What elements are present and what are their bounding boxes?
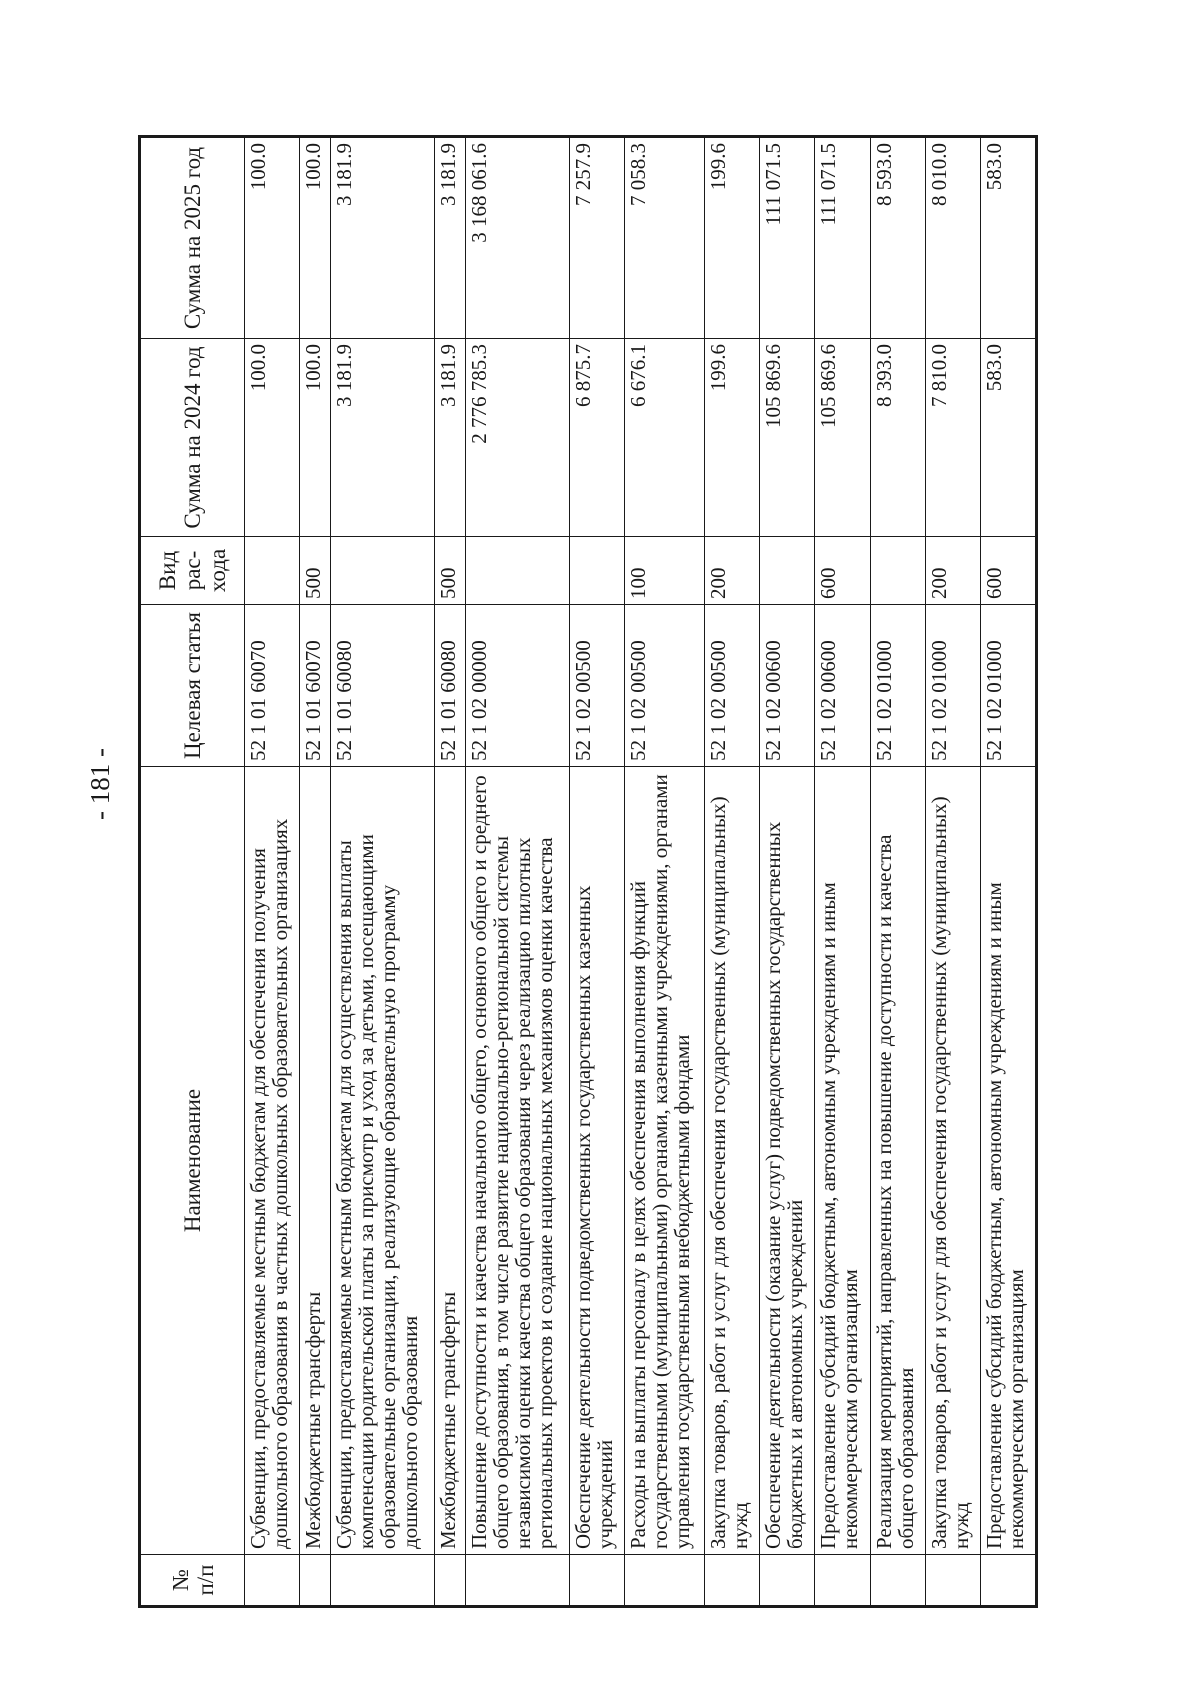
row-kind [245, 537, 300, 605]
row-target: 52 1 02 01000 [925, 605, 980, 767]
row-kind [330, 537, 435, 605]
table-row [300, 137, 330, 1607]
row-no [870, 1555, 925, 1607]
row-kind [465, 537, 570, 605]
row-sum-2024: 2 776 785.3 [465, 339, 570, 537]
row-sum-2024: 6 676.1 [625, 339, 705, 537]
budget-table [138, 135, 1038, 1608]
rotated-table-container [138, 138, 1038, 1608]
row-target: 52 1 02 01000 [870, 605, 925, 767]
row-no [705, 1555, 760, 1607]
row-sum-2025: 100.0 [300, 137, 330, 339]
row-sum-2024: 3 181.9 [330, 339, 435, 537]
row-target: 52 1 01 60070 [300, 605, 330, 767]
row-no [300, 1555, 330, 1607]
row-name: Межбюджетные трансферты [300, 767, 330, 1555]
row-no [760, 1555, 815, 1607]
table-row [870, 137, 925, 1607]
table-row [925, 137, 980, 1607]
row-sum-2024: 199.6 [705, 339, 760, 537]
row-sum-2025: 8 593.0 [870, 137, 925, 339]
row-name: Обеспечение деятельности подведомственных государственных казенных учреждений [570, 767, 625, 1555]
row-no [435, 1555, 465, 1607]
row-kind [870, 537, 925, 605]
row-sum-2025: 3 168 061.6 [465, 137, 570, 339]
header-name: Наименование [140, 767, 245, 1555]
row-sum-2025: 7 257.9 [570, 137, 625, 339]
row-sum-2024: 8 393.0 [870, 339, 925, 537]
table-row [760, 137, 815, 1607]
row-no [245, 1555, 300, 1607]
row-target: 52 1 02 01000 [980, 605, 1036, 767]
row-name: Межбюджетные трансферты [435, 767, 465, 1555]
row-kind [570, 537, 625, 605]
table-row [570, 137, 625, 1607]
row-kind: 100 [625, 537, 705, 605]
row-target: 52 1 02 00500 [705, 605, 760, 767]
row-kind [760, 537, 815, 605]
table-row [465, 137, 570, 1607]
row-kind: 600 [980, 537, 1036, 605]
row-name: Предоставление субсидий бюджетным, автономным учреждениям и иным некоммерческим организациям [980, 767, 1036, 1555]
table-row [980, 137, 1036, 1607]
table-row [435, 137, 465, 1607]
row-target: 52 1 02 00600 [815, 605, 870, 767]
row-name: Закупка товаров, работ и услуг для обеспечения государственных (муниципальных) нужд [705, 767, 760, 1555]
row-no [330, 1555, 435, 1607]
row-sum-2024: 6 875.7 [570, 339, 625, 537]
row-target: 52 1 02 00500 [570, 605, 625, 767]
row-name: Предоставление субсидий бюджетным, автономным учреждениям и иным некоммерческим организациям [815, 767, 870, 1555]
row-sum-2025: 8 010.0 [925, 137, 980, 339]
table-row [330, 137, 435, 1607]
row-name: Обеспечение деятельности (оказание услуг) подведомственных государственных бюджетных и автономных учреждений [760, 767, 815, 1555]
row-sum-2025: 7 058.3 [625, 137, 705, 339]
header-sum-2025: Сумма на 2025 год [140, 137, 245, 339]
row-no [925, 1555, 980, 1607]
row-name: Закупка товаров, работ и услуг для обеспечения государственных (муниципальных) нужд [925, 767, 980, 1555]
row-no [815, 1555, 870, 1607]
row-target: 52 1 01 60080 [435, 605, 465, 767]
header-no: № п/п [140, 1555, 245, 1607]
row-sum-2025: 199.6 [705, 137, 760, 339]
row-sum-2025: 3 181.9 [435, 137, 465, 339]
row-target: 52 1 02 00000 [465, 605, 570, 767]
row-no [465, 1555, 570, 1607]
row-no [980, 1555, 1036, 1607]
row-kind: 500 [435, 537, 465, 605]
row-name: Повышение доступности и качества начального общего, основного общего и среднего общего образования, в том числе развитие национально-региональной системы независимой оценки качества общего образования через реализацию пилотных региональных проектов и создание национальных механизмов оценки качества [465, 767, 570, 1555]
row-sum-2025: 111 071.5 [815, 137, 870, 339]
row-sum-2024: 105 869.6 [815, 339, 870, 537]
row-kind: 600 [815, 537, 870, 605]
row-target: 52 1 01 60070 [245, 605, 300, 767]
row-target: 52 1 02 00600 [760, 605, 815, 767]
table-row [815, 137, 870, 1607]
table-row [705, 137, 760, 1607]
row-kind: 200 [925, 537, 980, 605]
table-row [245, 137, 300, 1607]
row-sum-2024: 100.0 [300, 339, 330, 537]
row-sum-2024: 7 810.0 [925, 339, 980, 537]
row-sum-2025: 583.0 [980, 137, 1036, 339]
page-number: - 181 - [85, 748, 115, 820]
row-no [570, 1555, 625, 1607]
row-name: Субвенции, предоставляемые местным бюджетам для осуществления выплаты компенсации родительской платы за присмотр и уход за детьми, посещающими образовательные организации, реализующие образовательную программу дошкольного образования [330, 767, 435, 1555]
row-sum-2025: 111 071.5 [760, 137, 815, 339]
row-sum-2024: 105 869.6 [760, 339, 815, 537]
row-kind: 500 [300, 537, 330, 605]
table-header-row [140, 137, 245, 1607]
row-sum-2024: 583.0 [980, 339, 1036, 537]
row-sum-2024: 3 181.9 [435, 339, 465, 537]
header-sum-2024: Сумма на 2024 год [140, 339, 245, 537]
row-name: Расходы на выплаты персоналу в целях обеспечения выполнения функций государственными (муниципальными) органами, казенными учреждениями, органами управления государственными внебюджетными фондами [625, 767, 705, 1555]
table-row [625, 137, 705, 1607]
row-kind: 200 [705, 537, 760, 605]
row-sum-2024: 100.0 [245, 339, 300, 537]
row-name: Реализация мероприятий, направленных на повышение доступности и качества общего образования [870, 767, 925, 1555]
row-target: 52 1 02 00500 [625, 605, 705, 767]
row-sum-2025: 100.0 [245, 137, 300, 339]
row-name: Субвенции, предоставляемые местным бюджетам для обеспечения получения дошкольного образования в частных дошкольных образовательных организациях [245, 767, 300, 1555]
row-target: 52 1 01 60080 [330, 605, 435, 767]
header-kind: Вид рас-хода [140, 537, 245, 605]
row-no [625, 1555, 705, 1607]
row-sum-2025: 3 181.9 [330, 137, 435, 339]
header-target: Целевая статья [140, 605, 245, 767]
